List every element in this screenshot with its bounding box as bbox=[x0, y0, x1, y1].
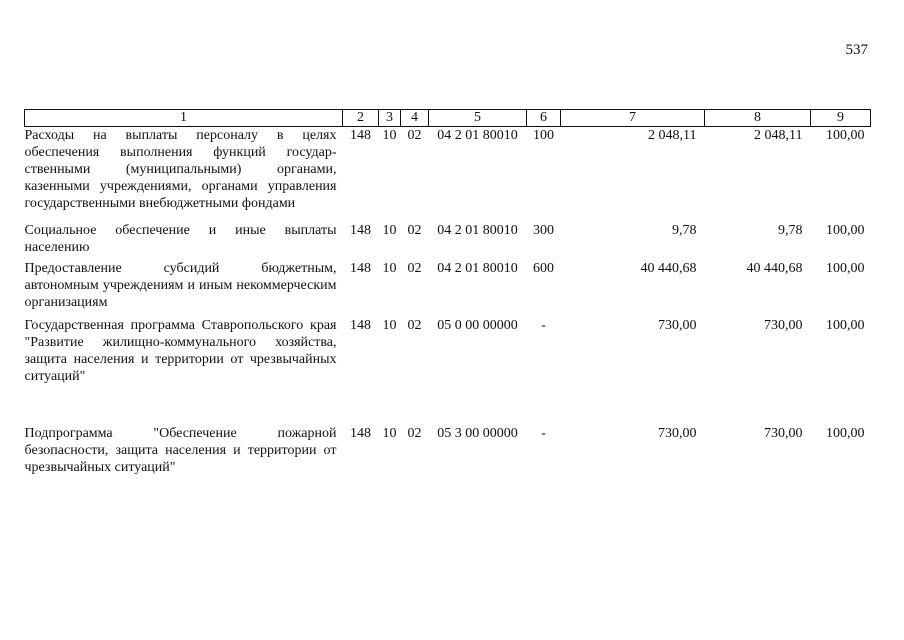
table-row bbox=[25, 260, 871, 311]
row-percent: 100,00 bbox=[826, 223, 865, 238]
row-code-target: 05 3 00 00000 bbox=[437, 426, 518, 441]
row-value-7: 9,78 bbox=[672, 223, 697, 238]
row-code-section: 10 bbox=[382, 318, 397, 333]
row-value-7: 730,00 bbox=[658, 426, 697, 441]
table-row bbox=[25, 222, 871, 256]
row-value-8: 730,00 bbox=[764, 318, 803, 333]
row-code-subsection: 02 bbox=[407, 318, 422, 333]
row-code-ministry: 148 bbox=[350, 128, 371, 143]
row-code-expense-type: 300 bbox=[533, 223, 554, 238]
row-name: Расходы на выплаты персоналу в целях обеспечения выполнения функций государ-ственными (муниципальными) органами, казенными учреждениями, органами управления государственными внебюджетными фондами bbox=[24, 128, 337, 211]
row-code-ministry: 148 bbox=[350, 223, 371, 238]
row-name: Государственная программа Ставропольского края "Развитие жилищно-коммунального хозяйства, защита населения и территории от чрезвычайных ситуаций" bbox=[24, 318, 337, 384]
row-code-expense-type: 600 bbox=[533, 261, 554, 276]
header-col-4: 4 bbox=[401, 110, 429, 127]
header-col-3: 3 bbox=[379, 110, 401, 127]
row-code-subsection: 02 bbox=[407, 261, 422, 276]
header-col-2: 2 bbox=[343, 110, 379, 127]
row-code-section: 10 bbox=[382, 128, 397, 143]
header-col-9: 9 bbox=[811, 110, 871, 127]
row-code-target: 05 0 00 00000 bbox=[437, 318, 518, 333]
header-col-1: 1 bbox=[25, 110, 343, 127]
row-code-expense-type: - bbox=[541, 318, 546, 333]
row-code-ministry: 148 bbox=[350, 261, 371, 276]
row-code-target: 04 2 01 80010 bbox=[437, 223, 518, 238]
header-col-7: 7 bbox=[561, 110, 705, 127]
row-code-ministry: 148 bbox=[350, 426, 371, 441]
row-value-7: 40 440,68 bbox=[640, 261, 697, 276]
page-number: 537 bbox=[845, 42, 868, 58]
budget-table bbox=[24, 109, 871, 476]
row-value-8: 730,00 bbox=[764, 426, 803, 441]
row-value-8: 9,78 bbox=[778, 223, 803, 238]
row-value-7: 2 048,11 bbox=[648, 128, 697, 143]
row-percent: 100,00 bbox=[826, 426, 865, 441]
row-name: Подпрограмма "Обеспечение пожарной безопасности, защита населения и территории от чрезвычайных ситуаций" bbox=[24, 426, 337, 475]
table-row bbox=[25, 317, 871, 385]
header-col-8: 8 bbox=[705, 110, 811, 127]
row-percent: 100,00 bbox=[826, 261, 865, 276]
row-code-target: 04 2 01 80010 bbox=[437, 128, 518, 143]
header-row bbox=[25, 110, 871, 127]
row-code-subsection: 02 bbox=[407, 426, 422, 441]
table-row bbox=[25, 127, 871, 213]
row-name: Социальное обеспечение и иные выплаты населению bbox=[24, 223, 337, 255]
row-value-7: 730,00 bbox=[658, 318, 697, 333]
table-row bbox=[25, 425, 871, 476]
row-code-section: 10 bbox=[382, 261, 397, 276]
row-code-section: 10 bbox=[382, 426, 397, 441]
header-col-5: 5 bbox=[429, 110, 527, 127]
row-code-section: 10 bbox=[382, 223, 397, 238]
row-percent: 100,00 bbox=[826, 318, 865, 333]
header-col-6: 6 bbox=[527, 110, 561, 127]
row-code-subsection: 02 bbox=[407, 128, 422, 143]
row-code-expense-type: 100 bbox=[533, 128, 554, 143]
row-code-ministry: 148 bbox=[350, 318, 371, 333]
row-value-8: 40 440,68 bbox=[746, 261, 803, 276]
row-code-subsection: 02 bbox=[407, 223, 422, 238]
row-code-target: 04 2 01 80010 bbox=[437, 261, 518, 276]
row-code-expense-type: - bbox=[541, 426, 546, 441]
row-value-8: 2 048,11 bbox=[754, 128, 803, 143]
row-percent: 100,00 bbox=[826, 128, 865, 143]
row-name: Предоставление субсидий бюджетным, автономным учреждениям и иным некоммерческим организациям bbox=[24, 261, 337, 310]
